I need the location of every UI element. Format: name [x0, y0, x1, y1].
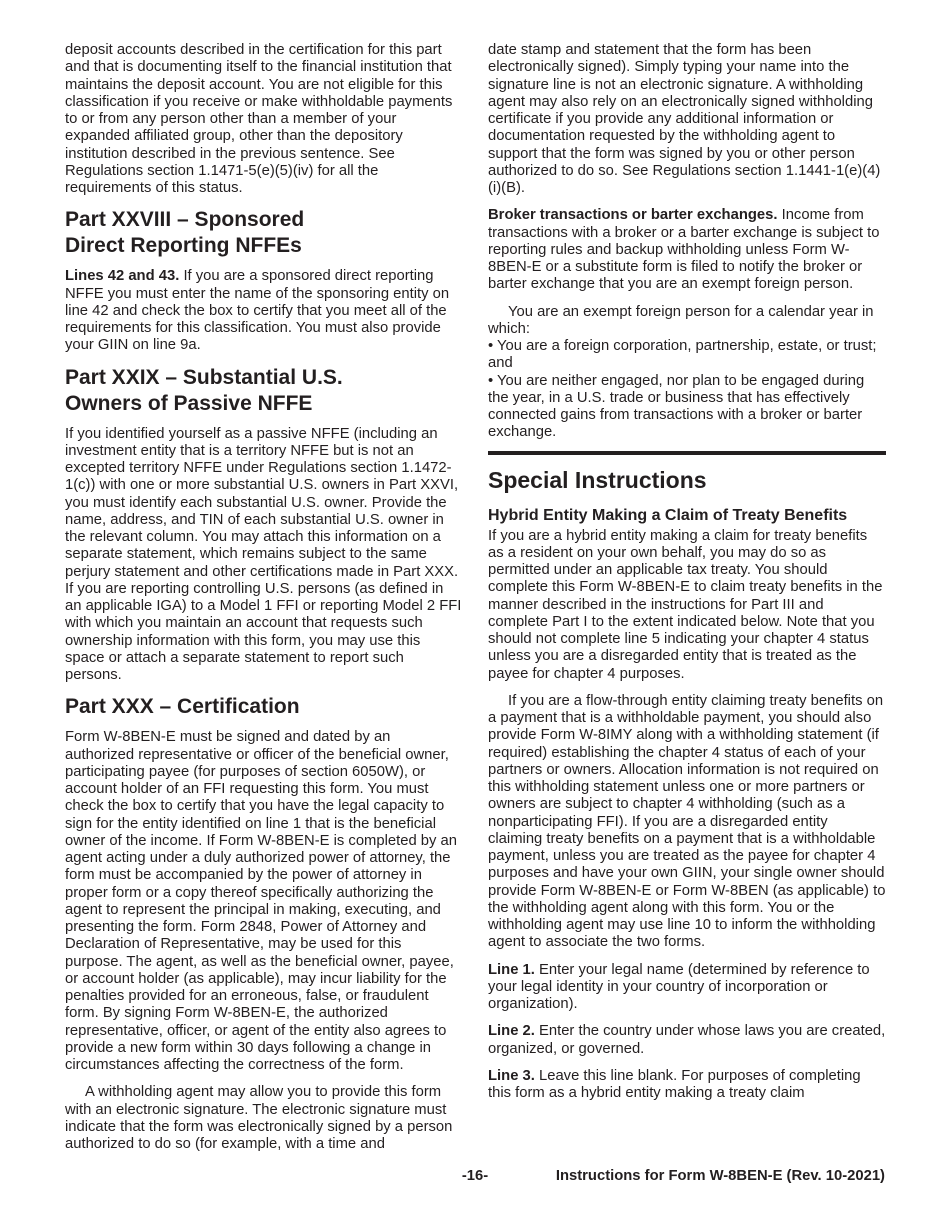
heading-special-instructions: Special Instructions — [488, 466, 707, 493]
heading-part-xxviii-line2: Direct Reporting NFFEs — [65, 234, 302, 258]
runin-line-3: Line 3. — [488, 1067, 535, 1084]
paragraph-certification: Form W-8BEN-E must be signed and dated by an authorized representative or officer of the beneficial owner, participating payee (for purposes of section 6050W), or account holder of an FFI requesting this form. You must check the box to certify that you have the legal capacity to sign for the entity identified on line 1 that is the beneficial owner of the income. If Form W-8BEN-E is completed by an agent acting under a duly authorized power of attorney, the form must be accompanied by the power of attorney in proper form or a copy thereof specifically authorizing the agent to represent the principal in making, executing, and presenting the form. Form 2848, Power of Attorney and Declaration of Representative, may be used for this purpose. The agent, as well as the beneficial owner, payee, or account holder (as applicable), may incur liability for the penalties provided for an erroneous, false, or fraudulent form. By signing Form W-8BEN-E, the authorized representative, officer, or agent of the entity also agrees to provide a new form within 30 days following a change in circumstances affecting the correctness of the form. — [65, 729, 457, 1073]
section-divider — [488, 451, 886, 455]
runin-lines-42-43: Lines 42 and 43. — [65, 268, 180, 285]
heading-part-xxix — [65, 365, 463, 417]
paragraph-flow-through-entity: If you are a flow-through entity claiming treaty benefits on a payment that is a withholdable payment, you should also provide Form W-8IMY along with a withholding statement (if required) establishing the chapter 4 status of each of your partners or owners. Allocation information is not required on this withholding statement unless one or more partners or owners are subject to chapter 4 withholding (such as a nonparticipating FFI). If you are a disregarded entity claiming treaty benefits on a payment that is a withholdable payment, unless you are treated as the payee for chapter 4 purposes and have your own GIIN, your single owner should provide Form W-8BEN-E or Form W-8BEN (as applicable) to the withholding agent along with this form. You or the withholding agent may use line 10 to inform the withholding agent to associate the two forms. — [488, 692, 886, 951]
right-column — [488, 42, 886, 1102]
paragraph-lines-42-43 — [65, 268, 463, 354]
text-line-1: Enter your legal name (determined by reference to your legal identity in your country of incorporation or organization). — [488, 961, 870, 1012]
paragraph-substantial-owners: If you identified yourself as a passive NFFE (including an investment entity that is a territory NFFE but is not an excepted territory NFFE under Regulations section 1.1472-1(c)) with one or more substantial U.S. owners in Part XXVI, you must identify each substantial U.S. owner. Provide the name, address, and TIN of each substantial U.S. owner in the relevant column. You may attach this information on a separate statement, which remains subject to the same perjury statement and other certifications made in Part XXX. If you are reporting controlling U.S. persons (as defined in an applicable IGA) to a Model 1 FFI or reporting Model 2 FFI with which you maintain an account that requests such ownership information with this form, you may use this space or attach a separate statement to report such persons. — [65, 425, 462, 683]
heading-part-xxix-line2: Owners of Passive NFFE — [65, 391, 313, 415]
paragraph-line-3 — [488, 1068, 886, 1103]
text-line-3: Leave this line blank. For purposes of completing this form as a hybrid entity making a treaty claim — [488, 1067, 861, 1101]
heading-part-xxix-line1: Part XXIX – Substantial U.S. — [65, 365, 343, 389]
runin-line-1: Line 1. — [488, 961, 535, 978]
text-line-2: Enter the country under whose laws you are created, organized, or governed. — [488, 1023, 886, 1057]
runin-broker-transactions: Broker transactions or barter exchanges. — [488, 207, 778, 224]
text-broker-transactions: Income from transactions with a broker or a barter exchange is subject to reporting rules and backup withholding unless Form W-8BEN-E or a substitute form is filed to notify the broker or barter exchange that you are an exempt foreign person. — [488, 207, 880, 293]
text-lines-42-43: If you are a sponsored direct reporting NFFE you must enter the name of the sponsoring entity on line 42 and check the box to certify that you meet all of the requirements for this classification. You must also provide your GIIN on line 9a. — [65, 268, 450, 354]
footer-document-title: Instructions for Form W-8BEN-E (Rev. 10-2021) — [555, 1168, 885, 1184]
paragraph-line-2 — [488, 1023, 886, 1058]
paragraph-broker-transactions — [488, 207, 886, 293]
heading-part-xxviii-line1: Part XXVIII – Sponsored — [65, 208, 305, 232]
paragraph-line-1 — [488, 962, 886, 1014]
bullet-not-engaged: • You are neither engaged, nor plan to be engaged during the year, in a U.S. trade or business that has effectively connected gains from transactions with a broker or barter exchange. — [488, 372, 865, 441]
page-number: -16- — [461, 1168, 489, 1184]
bullet-foreign-corporation: • You are a foreign corporation, partnership, estate, or trust; and — [488, 338, 877, 372]
heading-part-xxx: Part XXX – Certification — [65, 695, 300, 719]
paragraph-deposit-accounts: deposit accounts described in the certification for this part and that is documenting itself to the financial institution that maintains the deposit account. You are not eligible for this classification if you receive or make withholdable payments to or from any person other than a member of your expanded affiliated group, other than the depository institution described in the previous sentence. See Regulations section 1.1471-5(e)(5)(iv) for all the requirements of this status. — [65, 42, 453, 196]
runin-line-2: Line 2. — [488, 1023, 535, 1040]
paragraph-electronic-signature-cont: date stamp and statement that the form has been electronically signed). Simply typing your name into the signature line is not an electronic signature. A withholding agent may also rely on an electronically signed withholding certificate if you provide any additional information or documentation requested by the withholding agent to support that the form was signed by you or other person authorized to do so. See Regulations section 1.1441-1(e)(4)(i)(B). — [488, 42, 881, 196]
heading-hybrid-entity: Hybrid Entity Making a Claim of Treaty Benefits — [488, 506, 848, 524]
left-column — [65, 42, 463, 1153]
paragraph-electronic-signature: A withholding agent may allow you to provide this form with an electronic signature. The electronic signature must indicate that the form was electronically signed by a person authorized to do so (for example, with a time and — [65, 1084, 453, 1152]
heading-part-xxviii — [65, 207, 463, 259]
paragraph-exempt-foreign-person: You are an exempt foreign person for a calendar year in which: — [488, 303, 874, 337]
paragraph-hybrid-entity: If you are a hybrid entity making a claim for treaty benefits as a resident on your own behalf, you may do so as permitted under an applicable tax treaty. You should complete this Form W-8BEN-E to claim treaty benefits in the manner described in the instructions for Part III and complete Part I to the extent indicated below. Note that you should not complete line 5 indicating your chapter 4 status unless you are a disregarded entity that is treated as the payee for chapter 4 purposes. — [488, 527, 883, 682]
